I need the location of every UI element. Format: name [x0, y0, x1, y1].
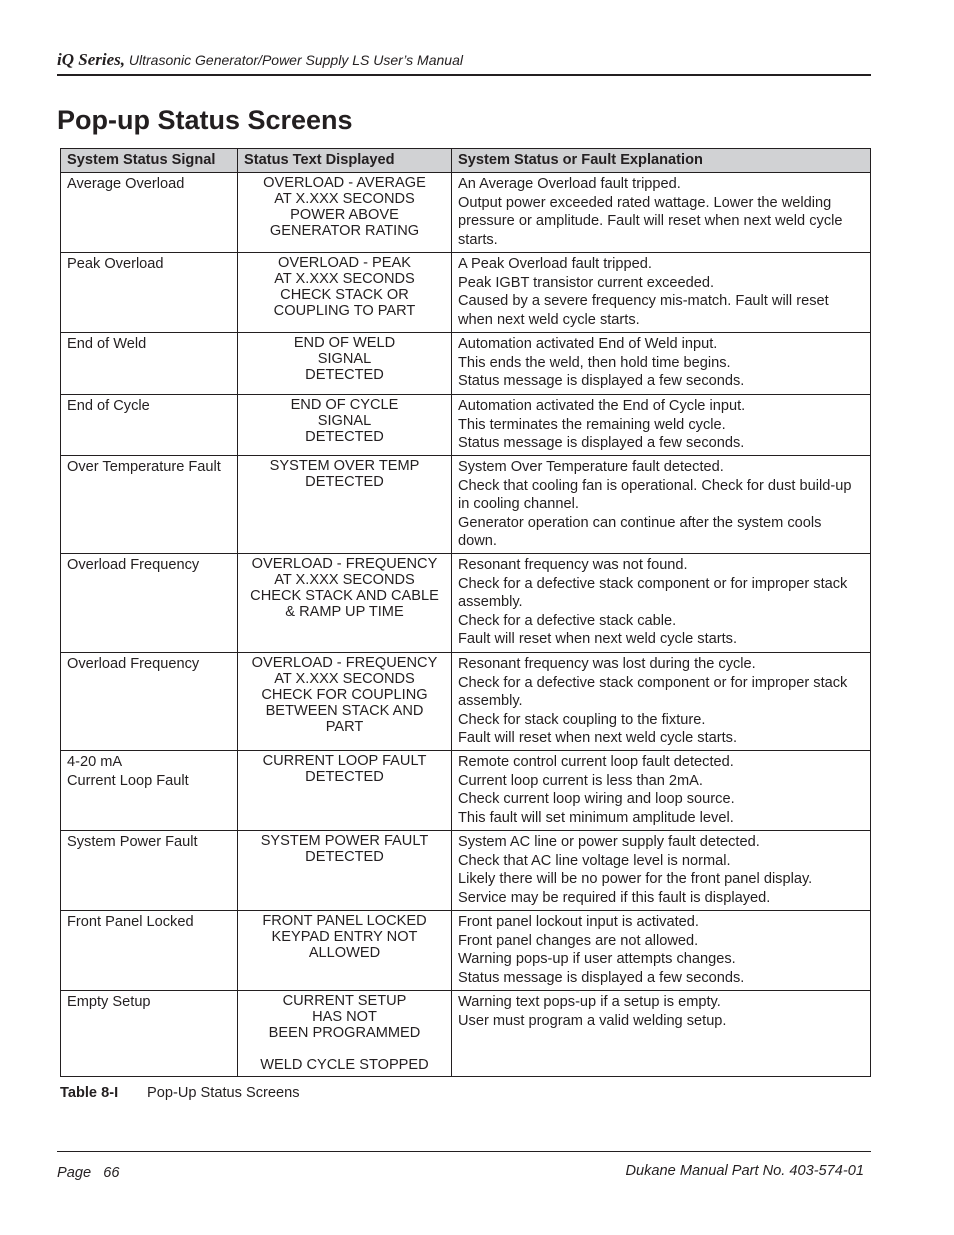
explanation-cell: Automation activated End of Weld input. This ends the weld, then hold time begins. Status message is displayed a few seconds. — [452, 333, 871, 395]
status-text-cell: OVERLOAD - FREQUENCY AT X.XXX SECONDS CHECK STACK AND CABLE & RAMP UP TIME — [238, 554, 452, 653]
table-row — [61, 831, 871, 911]
explanation-cell: A Peak Overload fault tripped. Peak IGBT transistor current exceeded. Caused by a severe frequency mis-match. Fault will reset when next weld cycle starts. — [452, 253, 871, 333]
table-row — [61, 911, 871, 991]
status-text-cell: END OF WELD SIGNAL DETECTED — [238, 333, 452, 395]
signal-cell: Overload Frequency — [61, 653, 238, 751]
status-text-cell: END OF CYCLE SIGNAL DETECTED — [238, 395, 452, 456]
table-row — [61, 173, 871, 253]
signal-cell: System Power Fault — [61, 831, 238, 911]
page-number: Page 66 — [57, 1165, 120, 1181]
status-text-cell: SYSTEM POWER FAULT DETECTED — [238, 831, 452, 911]
explanation-cell: Front panel lockout input is activated. Front panel changes are not allowed. Warning pops-up if user attempts changes. Status message is displayed a few seconds. — [452, 911, 871, 991]
footer-divider — [57, 1151, 871, 1152]
signal-cell: Overload Frequency — [61, 554, 238, 653]
explanation-cell: Remote control current loop fault detected. Current loop current is less than 2mA. Check current loop wiring and loop source. This fault will set minimum amplitude level. — [452, 751, 871, 831]
table-row — [61, 991, 871, 1077]
running-header — [57, 50, 871, 76]
status-text-cell: FRONT PANEL LOCKED KEYPAD ENTRY NOT ALLOWED — [238, 911, 452, 991]
explanation-cell: An Average Overload fault tripped. Output power exceeded rated wattage. Lower the welding pressure or amplitude. Fault will reset when next weld cycle starts. — [452, 173, 871, 253]
explanation-cell: System Over Temperature fault detected. Check that cooling fan is operational. Check for dust build-up in cooling channel. Generator operation can continue after the system cools down. — [452, 456, 871, 554]
explanation-cell: System AC line or power supply fault detected. Check that AC line voltage level is normal. Likely there will be no power for the front panel display. Service may be required if this fault is displayed. — [452, 831, 871, 911]
signal-cell: Front Panel Locked — [61, 911, 238, 991]
signal-cell: Average Overload — [61, 173, 238, 253]
column-header-explanation: System Status or Fault Explanation — [452, 149, 871, 173]
status-text-cell: CURRENT LOOP FAULT DETECTED — [238, 751, 452, 831]
manual-title: Ultrasonic Generator/Power Supply LS User’s Manual — [125, 52, 463, 68]
explanation-cell: Warning text pops-up if a setup is empty. User must program a valid welding setup. — [452, 991, 871, 1077]
signal-cell: End of Weld — [61, 333, 238, 395]
column-header-signal: System Status Signal — [61, 149, 238, 173]
signal-cell: 4-20 mA Current Loop Fault — [61, 751, 238, 831]
status-text-cell: OVERLOAD - PEAK AT X.XXX SECONDS CHECK STACK OR COUPLING TO PART — [238, 253, 452, 333]
manual-part-number: Dukane Manual Part No. 403-574-01 — [625, 1163, 864, 1179]
signal-cell: Empty Setup — [61, 991, 238, 1077]
table-row — [61, 395, 871, 456]
column-header-text: Status Text Displayed — [238, 149, 452, 173]
signal-cell: End of Cycle — [61, 395, 238, 456]
status-text-cell: OVERLOAD - FREQUENCY AT X.XXX SECONDS CHECK FOR COUPLING BETWEEN STACK AND PART — [238, 653, 452, 751]
table-row — [61, 653, 871, 751]
page-title: Pop-up Status Screens — [57, 105, 353, 135]
signal-cell: Peak Overload — [61, 253, 238, 333]
signal-cell: Over Temperature Fault — [61, 456, 238, 554]
explanation-cell: Resonant frequency was not found. Check for a defective stack component or for improper stack assembly. Check for a defective stack cable. Fault will reset when next weld cycle starts. — [452, 554, 871, 653]
explanation-cell: Automation activated the End of Cycle input. This terminates the remaining weld cycle. Status message is displayed a few seconds. — [452, 395, 871, 456]
table-row — [61, 456, 871, 554]
explanation-cell: Resonant frequency was lost during the cycle. Check for a defective stack component or for improper stack assembly. Check for stack coupling to the fixture. Fault will reset when next weld cycle starts. — [452, 653, 871, 751]
table-header-row — [61, 149, 871, 173]
table-caption-label: Table 8-I — [60, 1085, 119, 1101]
table-caption-text: Pop-Up Status Screens — [147, 1085, 300, 1101]
table-row — [61, 751, 871, 831]
series-comma: , — [120, 50, 125, 69]
table-row — [61, 554, 871, 653]
status-text-cell: SYSTEM OVER TEMP DETECTED — [238, 456, 452, 554]
status-table — [60, 148, 871, 1077]
table-caption — [60, 1085, 300, 1101]
table-row — [61, 253, 871, 333]
series-name: iQ Series — [57, 50, 121, 69]
status-text-cell: CURRENT SETUP HAS NOT BEEN PROGRAMMED WELD CYCLE STOPPED — [238, 991, 452, 1077]
table-row — [61, 333, 871, 395]
status-text-cell: OVERLOAD - AVERAGE AT X.XXX SECONDS POWER ABOVE GENERATOR RATING — [238, 173, 452, 253]
